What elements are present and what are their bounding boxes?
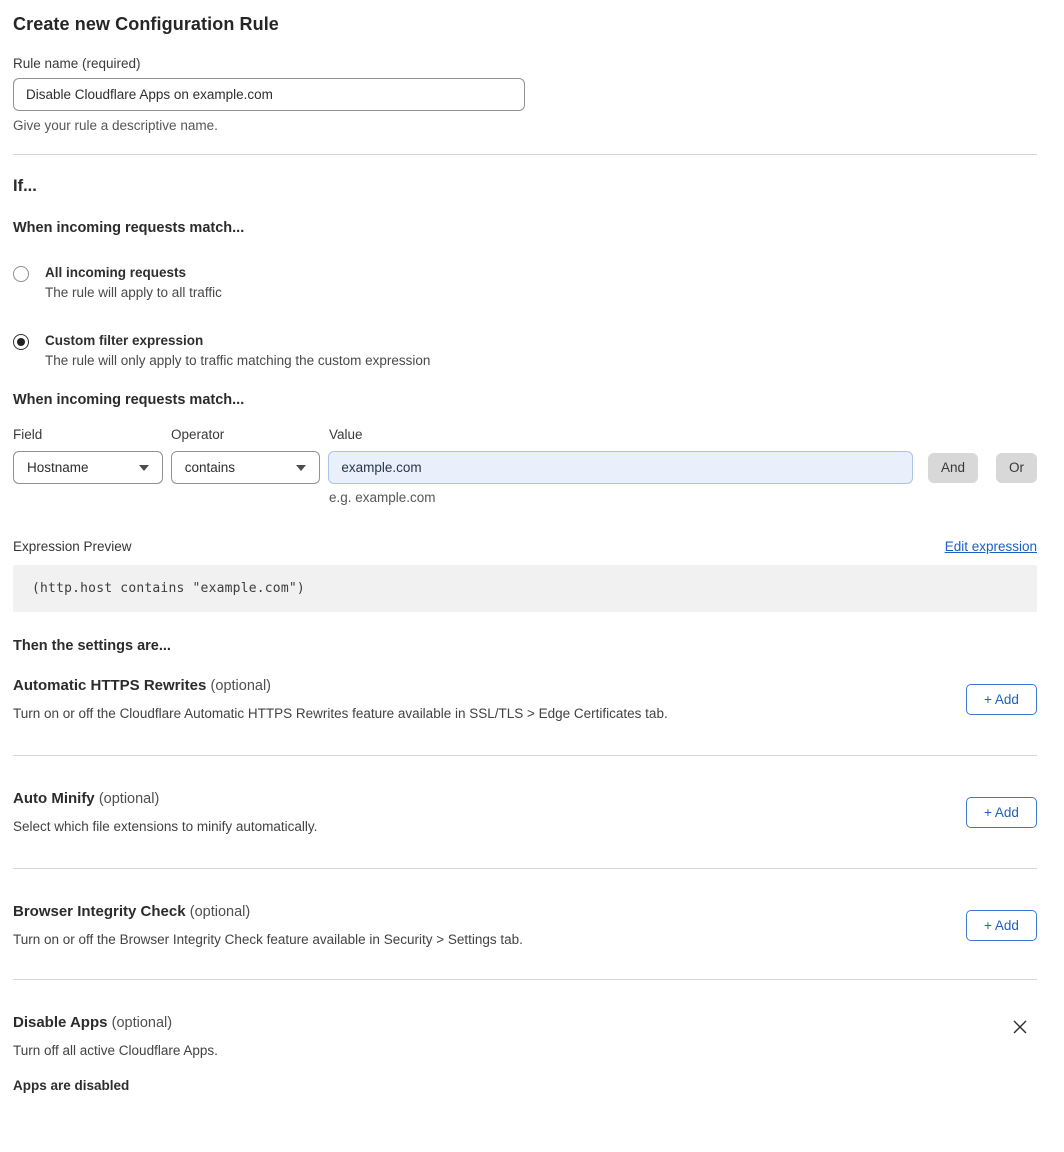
setting-optional-text: (optional) — [210, 678, 271, 694]
setting-divider — [13, 755, 1037, 756]
then-heading: Then the settings are... — [13, 638, 171, 654]
setting-texts — [13, 903, 523, 947]
radio-description: The rule will only apply to traffic matching the custom expression — [45, 353, 431, 368]
radio-description: The rule will apply to all traffic — [45, 285, 222, 300]
radio-label: Custom filter expression — [45, 333, 204, 348]
setting-title — [13, 1014, 218, 1031]
rule-name-label: Rule name (required) — [13, 56, 141, 71]
operator-select[interactable] — [171, 451, 321, 484]
expression-preview-code — [13, 565, 1037, 612]
radio-texts — [45, 265, 222, 300]
add-browser-integrity-check-button[interactable]: + Add — [966, 910, 1037, 941]
section-divider — [13, 154, 1037, 155]
setting-title — [13, 677, 668, 694]
setting-optional-text: (optional) — [111, 1015, 173, 1031]
page-title: Create new Configuration Rule — [13, 14, 279, 34]
setting-optional-text: (optional) — [98, 791, 160, 807]
value-label: Value — [329, 427, 363, 442]
setting-divider — [13, 868, 1037, 869]
setting-title-text: Auto Minify — [13, 790, 95, 807]
radio-button-icon[interactable] — [13, 334, 29, 350]
expression-builder-row — [13, 451, 1037, 484]
setting-title — [13, 903, 523, 920]
setting-row-disable-apps — [13, 1014, 1037, 1093]
radio-texts — [45, 333, 430, 368]
field-select-value: Hostname — [27, 460, 89, 475]
operator-label: Operator — [171, 427, 225, 442]
setting-title-text: Browser Integrity Check — [13, 903, 186, 920]
if-heading: If... — [13, 177, 37, 195]
expression-builder-labels — [13, 427, 1037, 442]
radio-option-all-incoming[interactable] — [13, 265, 1037, 300]
expression-builder-heading: When incoming requests match... — [13, 392, 245, 408]
operator-select-value: contains — [184, 460, 235, 475]
value-input[interactable] — [328, 451, 913, 484]
rule-name-helper: Give your rule a descriptive name. — [13, 118, 218, 133]
radio-label: All incoming requests — [45, 265, 187, 280]
setting-optional-text: (optional) — [189, 904, 251, 920]
or-button[interactable]: Or — [996, 453, 1037, 483]
setting-row-automatic-https-rewrites — [13, 677, 1037, 721]
setting-row-browser-integrity-check — [13, 903, 1037, 947]
setting-divider — [13, 979, 1037, 980]
remove-disable-apps-button[interactable] — [1011, 1018, 1029, 1036]
setting-title-text: Automatic HTTPS Rewrites — [13, 677, 207, 694]
setting-row-auto-minify — [13, 790, 1037, 834]
expression-preview-header — [13, 539, 1037, 554]
radio-button-icon[interactable] — [13, 266, 29, 282]
setting-description: Select which file extensions to minify automatically. — [13, 819, 318, 834]
create-configuration-rule-page — [13, 0, 1037, 1093]
setting-title-text: Disable Apps — [13, 1014, 108, 1031]
add-automatic-https-rewrites-button[interactable]: + Add — [966, 684, 1037, 715]
and-button[interactable]: And — [928, 453, 978, 483]
add-auto-minify-button[interactable]: + Add — [966, 797, 1037, 828]
setting-texts — [13, 790, 317, 834]
setting-texts — [13, 677, 668, 721]
setting-description: Turn on or off the Browser Integrity Check feature available in Security > Settings tab. — [13, 932, 523, 947]
expression-code-text: (http.host contains "example.com") — [32, 581, 305, 596]
radio-option-custom-filter[interactable] — [13, 333, 1037, 368]
apps-disabled-status: Apps are disabled — [13, 1078, 130, 1093]
close-icon — [1011, 1018, 1029, 1036]
field-select[interactable] — [13, 451, 163, 484]
rule-name-input[interactable] — [13, 78, 525, 111]
value-helper: e.g. example.com — [329, 490, 436, 505]
chevron-down-icon — [139, 465, 149, 471]
setting-description: Turn off all active Cloudflare Apps. — [13, 1043, 218, 1058]
expression-preview-label: Expression Preview — [13, 539, 132, 554]
edit-expression-link[interactable]: Edit expression — [944, 539, 1037, 554]
setting-texts — [13, 1014, 218, 1093]
match-heading: When incoming requests match... — [13, 220, 245, 236]
setting-description: Turn on or off the Cloudflare Automatic HTTPS Rewrites feature available in SSL/TLS > Edge Certificates tab. — [13, 706, 668, 721]
chevron-down-icon — [296, 465, 306, 471]
field-label: Field — [13, 427, 43, 442]
setting-title — [13, 790, 317, 807]
